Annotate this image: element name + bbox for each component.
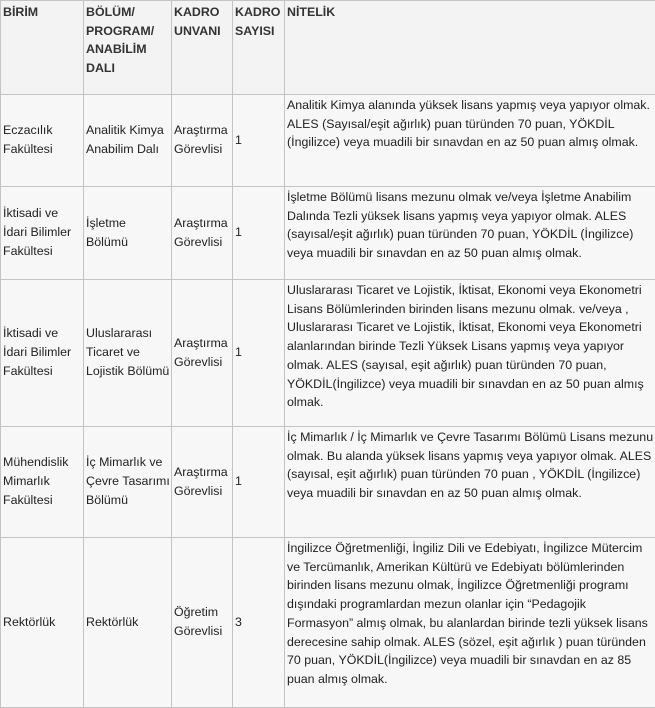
cell-nitelik: Analitik Kimya alanında yüksek lisans yapmış veya yapıyor olmak. ALES (Sayısal/eşit ağırlık) puan türünden 70 puan, YÖKDİL (İngilizce) veya muadili bir sınavdan en az 50 puan almış olmak. [285,95,655,187]
header-birim: BİRİM [1,1,84,95]
cell-nitelik: İşletme Bölümü lisans mezunu olmak ve/veya İşletme Anabilim Dalında Tezli yüksek lisans yapmış veya yapıyor olmak. ALES (sayısal/eşit ağırlık) puan türünden 70 puan, YÖKDİL (İngilizce) veya muadili bir sınavdan en az 50 puan almış olmak. [285,187,655,280]
cell-bolum: Rektörlük [84,538,172,708]
cell-kadro-sayisi: 1 [233,95,285,187]
cell-birim: Eczacılık Fakültesi [1,95,84,187]
header-kadro-unvani: KADRO UNVANI [172,1,233,95]
cell-birim: Rektörlük [1,538,84,708]
table-row [1,187,655,280]
cell-birim: Mühendislik Mimarlık Fakültesi [1,427,84,538]
header-nitelik: NİTELİK [285,1,655,95]
cell-kadro-sayisi: 1 [233,280,285,427]
table-row [1,538,655,708]
cell-bolum: İşletme Bölümü [84,187,172,280]
cell-kadro-unvani: Araştırma Görevlisi [172,427,233,538]
header-bolum: BÖLÜM/ PROGRAM/ ANABİLİM DALI [84,1,172,95]
cell-nitelik: Uluslararası Ticaret ve Lojistik, İktisat, Ekonomi veya Ekonometri Lisans Bölümlerinden birinden lisans mezunu olmak. ve/veya , Uluslararası Ticaret ve Lojistik, İktisat, Ekonomi veya Ekonometri alanlarından birinde Tezli Yüksek Lisans yapmış veya yapıyor olmak. ALES (sayısal, eşit ağırlık) puan türünden 70 puan, YÖKDİL(İngilizce) veya muadili bir sınavdan en az 50 puan almış olmak. [285,280,655,427]
cell-kadro-sayisi: 1 [233,187,285,280]
cell-kadro-sayisi: 1 [233,427,285,538]
cell-kadro-unvani: Araştırma Görevlisi [172,187,233,280]
cell-kadro-unvani: Araştırma Görevlisi [172,95,233,187]
table-row [1,427,655,538]
cell-nitelik: İngilizce Öğretmenliği, İngiliz Dili ve Edebiyatı, İngilizce Mütercim ve Tercümanlık, Amerikan Kültürü ve Edebiyatı bölümlerinden birinden lisans mezunu olmak, İngilizce Öğretmenliği programı dışındaki programlardan mezun olanlar için “Pedagojik Formasyon” almış olmak, bu alanlardan birinde tezli yüksek lisans derecesine sahip olmak. ALES (sözel, eşit ağırlık ) puan türünden 70 puan, YÖKDİL(İngilizce) veya muadili bir sınavdan en az 85 puan almış olmak. [285,538,655,708]
cell-kadro-unvani: Öğretim Görevlisi [172,538,233,708]
cell-bolum: Uluslararası Ticaret ve Lojistik Bölümü [84,280,172,427]
cell-birim: İktisadi ve İdari Bilimler Fakültesi [1,187,84,280]
cell-bolum: İç Mimarlık ve Çevre Tasarımı Bölümü [84,427,172,538]
table-row [1,280,655,427]
cell-bolum: Analitik Kimya Anabilim Dalı [84,95,172,187]
cell-birim: İktisadi ve İdari Bilimler Fakültesi [1,280,84,427]
table-row [1,95,655,187]
cell-nitelik: İç Mimarlık / İç Mimarlık ve Çevre Tasarımı Bölümü Lisans mezunu olmak. Bu alanda yüksek lisans yapmış veya yapıyor olmak. ALES (sayısal, eşit ağırlık) puan türünden 70 puan , YÖKDİL (İngilizce) veya muadili bir sınavdan en az 50 puan almış olmak. [285,427,655,538]
header-row [1,1,655,95]
cell-kadro-unvani: Araştırma Görevlisi [172,280,233,427]
header-kadro-sayisi: KADRO SAYISI [233,1,285,95]
cell-kadro-sayisi: 3 [233,538,285,708]
